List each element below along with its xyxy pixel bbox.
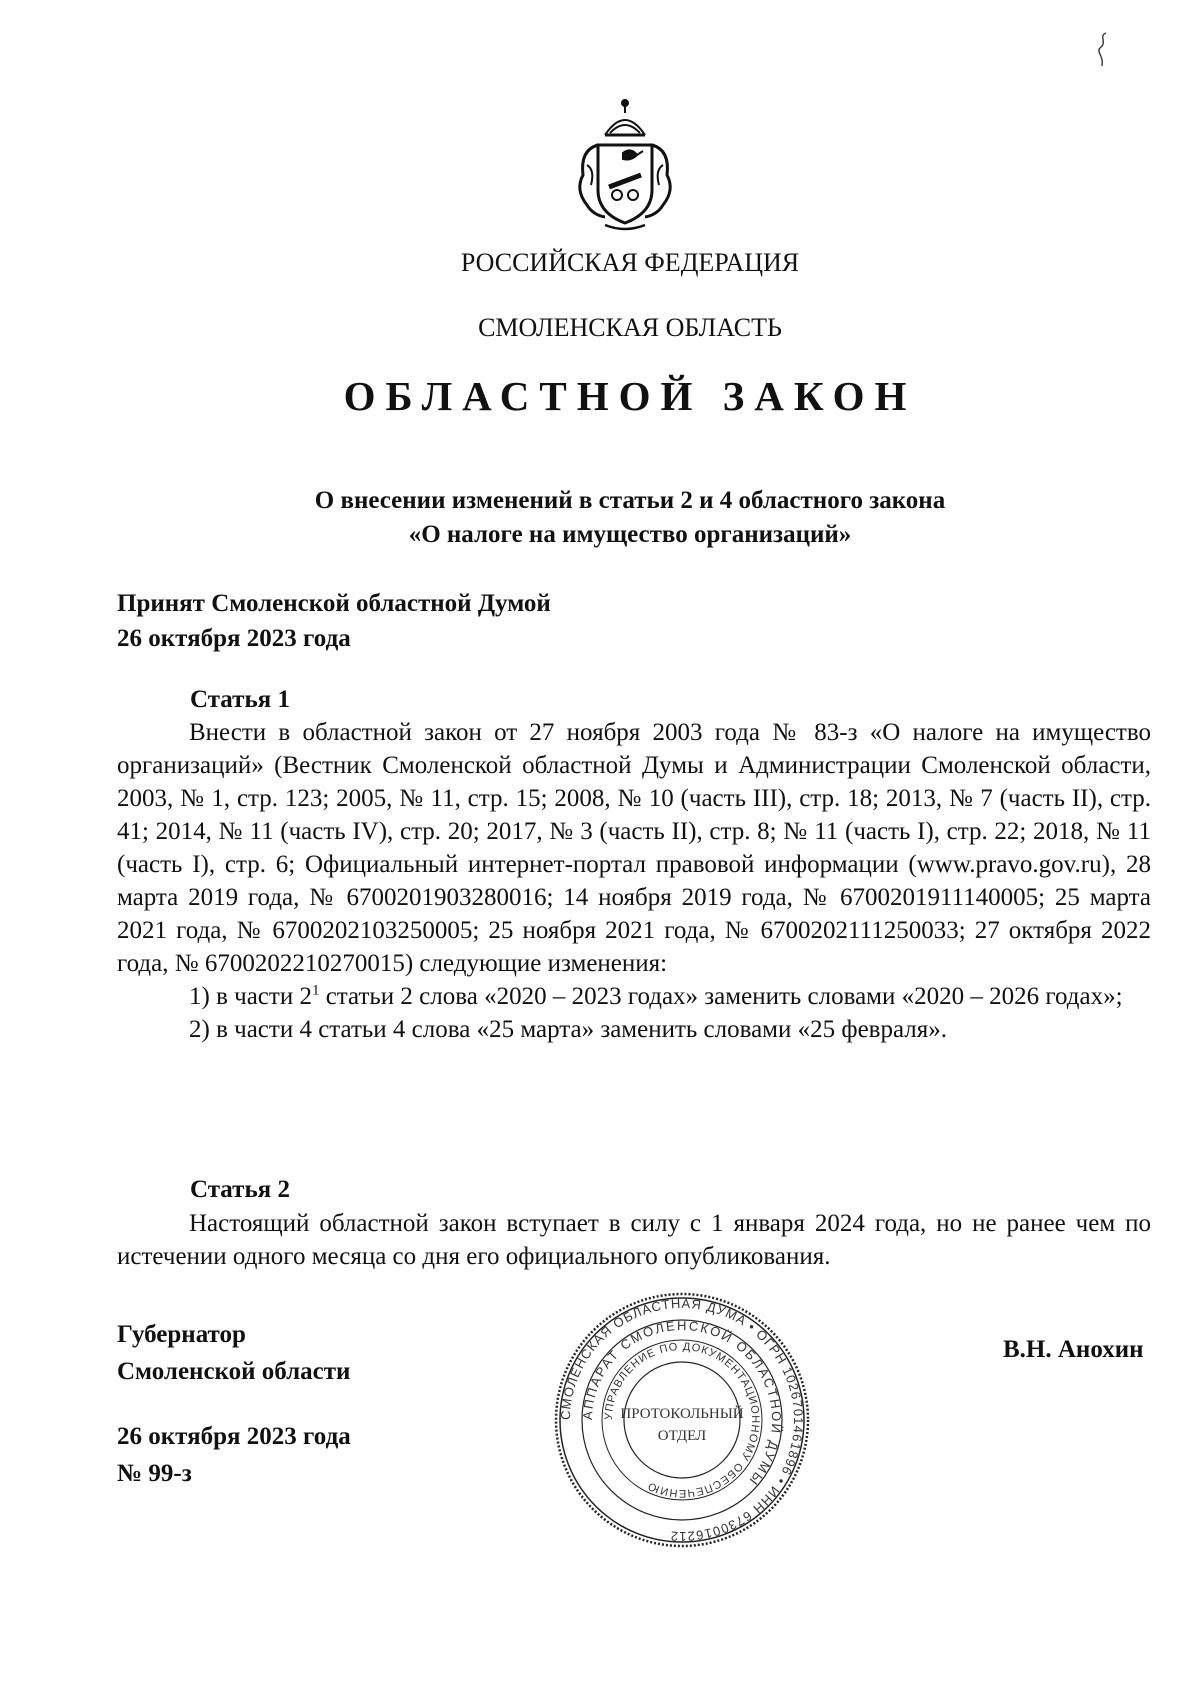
signatory-name: В.Н. Анохин — [1003, 1336, 1144, 1363]
signing-details — [117, 1418, 351, 1492]
svg-text:ПРОТОКОЛЬНЫЙ: ПРОТОКОЛЬНЫЙ — [620, 1406, 744, 1422]
adopted-by: Принят Смоленской областной Думой — [117, 590, 551, 617]
signatory-position: Губернатор Смоленской области — [117, 1321, 351, 1385]
adoption-info — [117, 586, 551, 656]
signing-date: 26 октября 2023 года — [117, 1423, 351, 1450]
adopted-date: 26 октября 2023 года — [117, 625, 351, 652]
title-line-1: О внесении изменений в статьи 2 и 4 областного закона — [314, 487, 946, 514]
article-1-item-2: 2) в части 4 статьи 4 слова «25 марта» заменить словами «25 февраля». — [189, 1016, 948, 1043]
svg-text:УПРАВЛЕНИЕ ПО ДОКУМЕНТАЦИОННОМ: УПРАВЛЕНИЕ ПО ДОКУМЕНТАЦИОННОМУ ОБЕСПЕЧЕНИЮ — [602, 1340, 762, 1500]
article-1-item-1: 1) в части $2^1$ статьи 2 слова «2020 – 2023 годах» заменить словами «2020 – 2026 годах»; — [189, 982, 1123, 1010]
article-2-heading: Статья 2 — [190, 1176, 290, 1203]
smolensk-coat-of-arms-icon — [565, 95, 685, 235]
svg-text:АППАРАТ СМОЛЕНСКОЙ ОБЛАСТНОЙ Д: АППАРАТ СМОЛЕНСКОЙ ОБЛАСТНОЙ ДУМЫ — [579, 1317, 785, 1490]
svg-text:СМОЛЕНСКАЯ ОБЛАСТНАЯ ДУМА • ОГ: СМОЛЕНСКАЯ ОБЛАСТНАЯ ДУМА • ОГРН 1026701461896 • ИНН 6730016212 — [557, 1295, 807, 1545]
article-1-text: Внести в областной закон от 27 ноября 2003 года № 83-з «О налоге на имущество организаций» (Вестник Смоленской областной Думы и Администрации Смоленской области, 2003, № 1, стр. 123; 2005, № 11, стр. 15; 2008, № 10 (часть III), стр. 18; 2013, № 7 (часть II), стр. 41; 2014, № 11 (часть IV), стр. 20; 2017, № 3 (часть II), стр. 8; № 11 (часть I), стр. 22; 2018, № 11 (часть I), стр. 6; Официальный интернет-портал правовой информации (www.pravo.gov.ru), 28 марта 2019 года, № 6700201903280016; 14 ноября 2019 года, № 6700201911140005; 25 марта 2021 года, № 6700202103250005; 25 ноября 2021 года, № 6700202111250033; 27 октября 2022 года, № 6700202210270015) следующие изменения: — [117, 719, 1151, 977]
country-name: РОССИЙСКАЯ ФЕДЕРАЦИЯ — [460, 248, 800, 277]
law-number: № 99-з — [117, 1460, 192, 1487]
document-type: ОБЛАСТНОЙ ЗАКОН — [343, 373, 917, 419]
region-name: СМОЛЕНСКАЯ ОБЛАСТЬ — [478, 313, 782, 342]
handwritten-mark-icon — [1094, 30, 1112, 70]
title-line-2: «О налоге на имущество организаций» — [408, 521, 852, 548]
article-1-body — [117, 716, 1151, 1046]
official-seal-icon — [552, 1290, 812, 1550]
document-title — [0, 484, 1200, 552]
article-1-heading: Статья 1 — [190, 686, 290, 713]
article-2-text: Настоящий областной закон вступает в силу с 1 января 2024 года, но не ранее чем по истечении одного месяца со дня его официального опубликования. — [117, 1210, 1151, 1270]
superscript: 1 — [311, 982, 320, 999]
svg-text:ОТДЕЛ: ОТДЕЛ — [657, 1428, 707, 1444]
